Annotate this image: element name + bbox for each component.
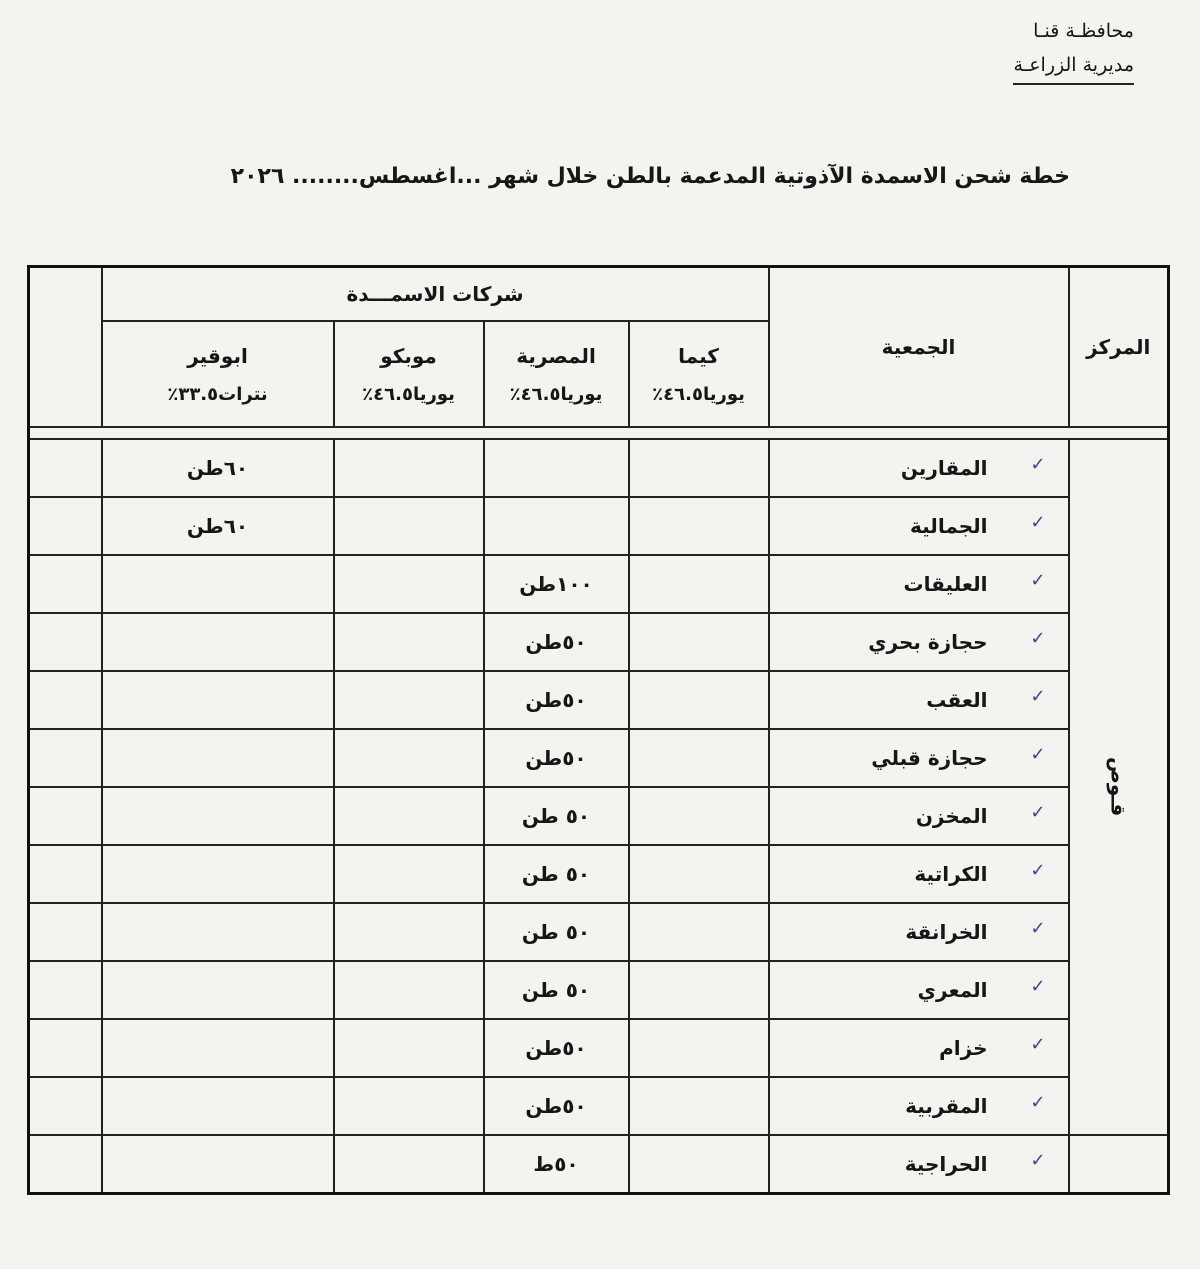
table-row [29,961,1169,1019]
quantity-mopco [334,613,484,671]
quantity-masria: ٥٠ طن [484,845,629,903]
blank-cell [29,439,102,497]
quantity-mopco [334,555,484,613]
association-name: حجازة قبلي [871,746,988,770]
checkmark-icon: ✓ [1030,1034,1046,1055]
header-blank-column [29,267,102,428]
company-header-masria [484,321,629,427]
association-name: خزام [939,1036,988,1060]
blank-cell [29,671,102,729]
company-name: موبكو [380,343,437,368]
company-name: ابوقير [187,343,248,368]
association-name: الكراتية [914,862,988,886]
quantity-abuqir [102,787,334,845]
association-cell [769,555,1069,613]
quantity-masria: ٥٠ طن [484,787,629,845]
association-cell [769,497,1069,555]
quantity-kima [629,555,769,613]
association-cell [769,1077,1069,1135]
checkmark-icon: ✓ [1030,570,1046,591]
quantity-mopco [334,439,484,497]
table-body [29,439,1169,1194]
table-row [29,497,1169,555]
quantity-kima [629,613,769,671]
quantity-masria: ١٠٠طن [484,555,629,613]
quantity-abuqir: ٦٠طن [102,439,334,497]
quantity-kima [629,671,769,729]
association-cell [769,671,1069,729]
association-name: الخرانقة [905,920,988,944]
table-row [29,555,1169,613]
quantity-kima [629,961,769,1019]
association-cell [769,903,1069,961]
association-cell [769,1135,1069,1194]
quantity-kima [629,729,769,787]
association-name: المعري [917,978,988,1002]
blank-cell [29,845,102,903]
blank-cell [29,1077,102,1135]
association-cell [769,1019,1069,1077]
document-title: خطة شحن الاسمدة الآذوتية المدعمة بالطن خلال شهر ...اغسطس........ ٢٠٢٦ [230,164,1070,189]
checkmark-icon: ✓ [1030,628,1046,649]
association-cell [769,439,1069,497]
quantity-masria: ٥٠ط [484,1135,629,1194]
quantity-masria: ٥٠ طن [484,961,629,1019]
checkmark-icon: ✓ [1030,802,1046,823]
quantity-mopco [334,1077,484,1135]
quantity-kima [629,1077,769,1135]
blank-cell [29,497,102,555]
blank-cell [29,1135,102,1194]
table-row [29,729,1169,787]
table-row [29,613,1169,671]
company-name: المصرية [516,343,596,368]
quantity-mopco [334,961,484,1019]
checkmark-icon: ✓ [1030,918,1046,939]
company-header-kima [629,321,769,427]
quantity-mopco [334,497,484,555]
table-row [29,1019,1169,1077]
association-cell [769,787,1069,845]
quantity-abuqir [102,845,334,903]
blank-cell [29,555,102,613]
association-cell [769,845,1069,903]
checkmark-icon: ✓ [1030,860,1046,881]
quantity-abuqir [102,1019,334,1077]
quantity-masria: ٥٠طن [484,671,629,729]
quantity-masria: ٥٠ طن [484,903,629,961]
quantity-abuqir [102,1135,334,1194]
quantity-mopco [334,1135,484,1194]
checkmark-icon: ✓ [1030,976,1046,997]
quantity-masria [484,497,629,555]
blank-cell [29,787,102,845]
association-cell [769,961,1069,1019]
checkmark-icon: ✓ [1030,512,1046,533]
association-cell [769,613,1069,671]
quantity-kima [629,845,769,903]
quantity-abuqir: ٦٠طن [102,497,334,555]
table-row [29,671,1169,729]
quantity-kima [629,903,769,961]
table-row [29,787,1169,845]
table-row [29,439,1169,497]
association-cell [769,729,1069,787]
association-name: الحراجية [904,1152,988,1176]
checkmark-icon: ✓ [1030,1092,1046,1113]
directorate-label: مديرية الزراعـة [1013,48,1134,85]
quantity-abuqir [102,729,334,787]
company-header-abuqir [102,321,334,427]
quantity-mopco [334,787,484,845]
checkmark-icon: ✓ [1030,454,1046,475]
quantity-masria [484,439,629,497]
table-row [29,1135,1169,1194]
quantity-kima [629,787,769,845]
quantity-abuqir [102,613,334,671]
table-row [29,1077,1169,1135]
quantity-kima [629,1135,769,1194]
company-name: كيما [678,343,719,368]
header-separator [29,427,1169,439]
blank-cell [29,1019,102,1077]
blank-cell [29,903,102,961]
quantity-masria: ٥٠طن [484,1019,629,1077]
quantity-mopco [334,671,484,729]
quantity-abuqir [102,555,334,613]
header-association: الجمعية [769,267,1069,428]
fertilizer-plan-table [27,265,1170,1195]
quantity-mopco [334,1019,484,1077]
checkmark-icon: ✓ [1030,686,1046,707]
quantity-kima [629,1019,769,1077]
company-grade: نترات٣٣.٥٪ [167,383,268,405]
association-name: العقب [926,688,988,712]
blank-cell [29,961,102,1019]
quantity-masria: ٥٠طن [484,1077,629,1135]
markaz-cell-empty [1069,1135,1169,1194]
header-markaz: المركز [1069,267,1169,428]
association-name: العليقات [903,572,988,596]
company-header-mopco [334,321,484,427]
quantity-mopco [334,845,484,903]
quantity-masria: ٥٠طن [484,729,629,787]
association-name: حجازة بحري [868,630,988,654]
company-grade: يوريا٤٦.٥٪ [362,383,455,405]
issuer-header [1013,14,1134,85]
blank-cell [29,613,102,671]
checkmark-icon: ✓ [1030,744,1046,765]
association-name: المخزن [915,804,988,828]
quantity-masria: ٥٠طن [484,613,629,671]
association-name: الجمالية [910,514,988,538]
quantity-mopco [334,903,484,961]
quantity-abuqir [102,961,334,1019]
quantity-abuqir [102,1077,334,1135]
association-name: المقربية [905,1094,988,1118]
quantity-abuqir [102,671,334,729]
markaz-value: قـوص [1069,439,1169,1135]
header-fertilizer-companies: شركات الاسمـــدة [102,267,769,322]
checkmark-icon: ✓ [1030,1150,1046,1171]
company-grade: يوريا٤٦.٥٪ [509,383,603,405]
association-name: المقارين [900,456,988,480]
blank-cell [29,729,102,787]
table-row [29,903,1169,961]
quantity-kima [629,497,769,555]
quantity-kima [629,439,769,497]
governorate-label: محافظـة قنـا [1033,20,1134,42]
quantity-mopco [334,729,484,787]
table-row [29,845,1169,903]
quantity-abuqir [102,903,334,961]
company-grade: يوريا٤٦.٥٪ [652,383,745,405]
